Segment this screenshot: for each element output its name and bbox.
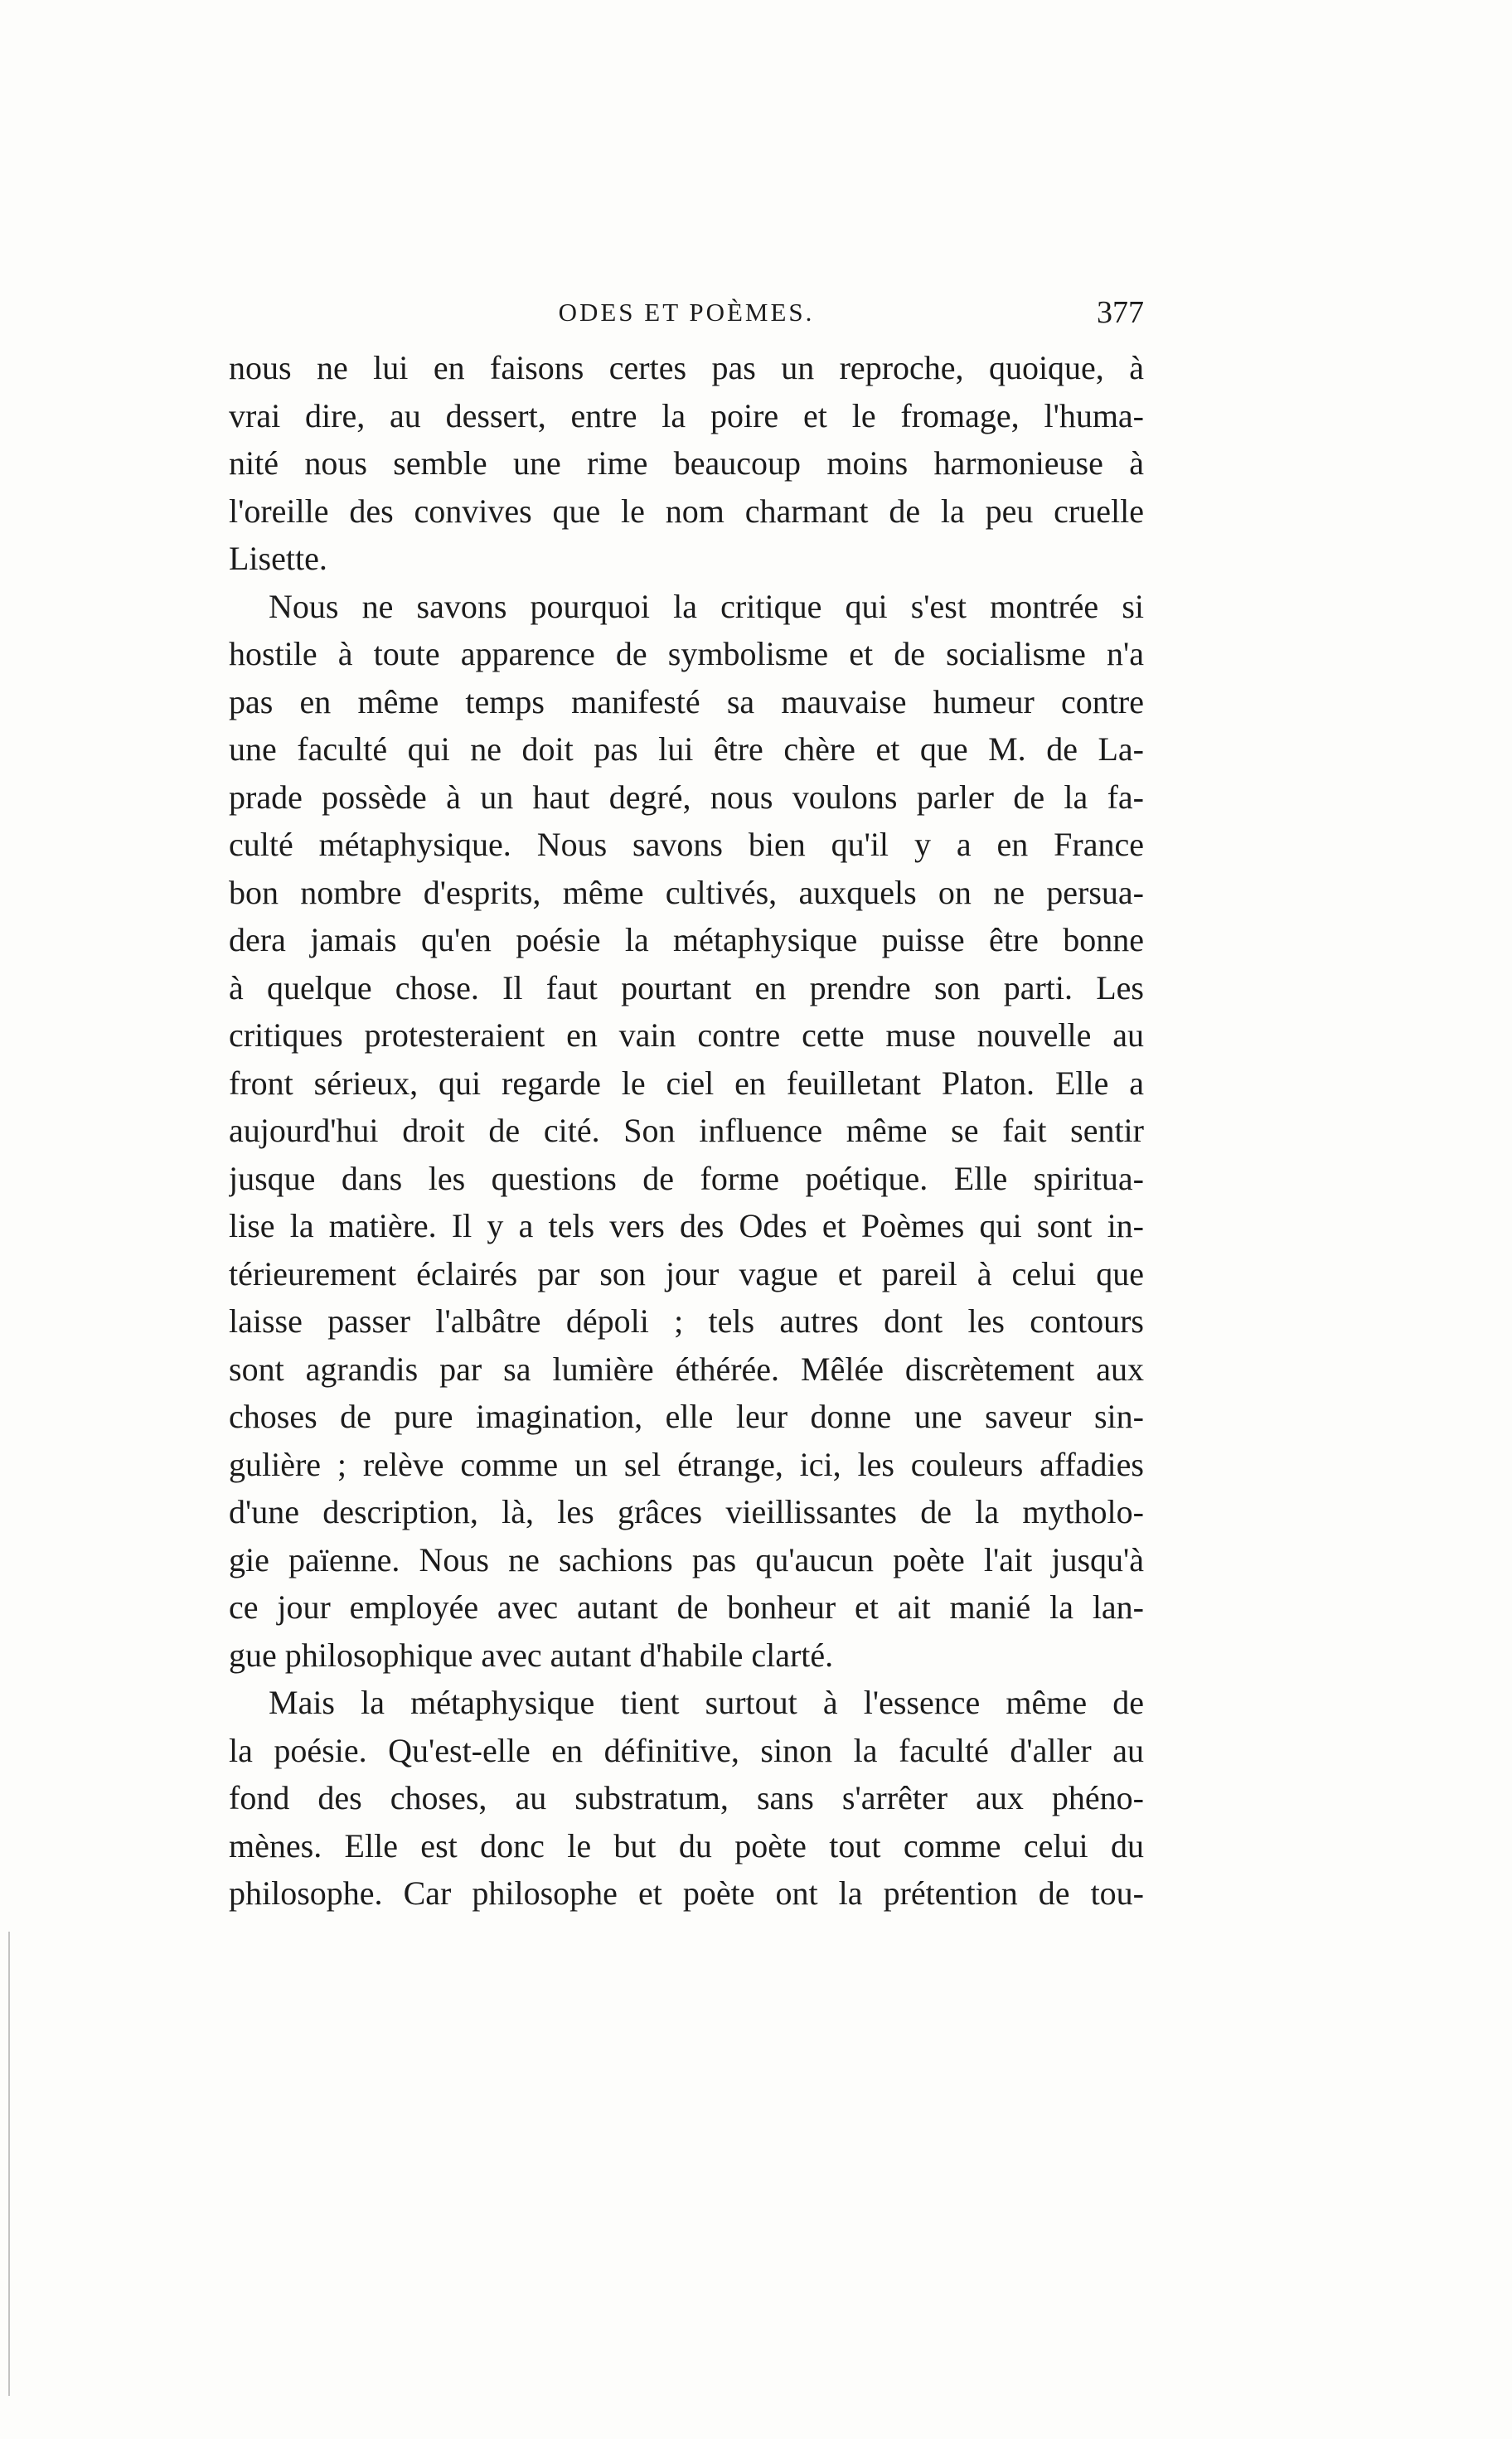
text-line: ce jour employée avec autant de bonheur et ait manié la lan- — [229, 1588, 1144, 1626]
text-line: front sérieux, qui regarde le ciel en feuilletant Platon. Elle a — [229, 1064, 1144, 1102]
text-line: aujourd'hui droit de cité. Son influence même se fait sentir — [229, 1112, 1144, 1149]
running-head — [229, 292, 1144, 333]
scan-margin-mark — [8, 1932, 10, 2396]
text-line: pas en même temps manifesté sa mauvaise humeur contre — [229, 682, 1144, 720]
text-line: la poésie. Qu'est-elle en définitive, sinon la faculté d'aller au — [229, 1731, 1144, 1769]
text-line: nous ne lui en faisons certes pas un reproche, quoique, à — [229, 349, 1144, 386]
text-line: vrai dire, au dessert, entre la poire et le fromage, l'huma- — [229, 396, 1144, 434]
text-line: culté métaphysique. Nous savons bien qu'il y a en France — [229, 826, 1144, 863]
text-line: gulière ; relève comme un sel étrange, ici, les couleurs affadies — [229, 1445, 1144, 1483]
text-line: lise la matière. Il y a tels vers des Odes et Poèmes qui sont in- — [229, 1207, 1144, 1244]
text-line: critiques protesteraient en vain contre cette muse nouvelle au — [229, 1016, 1144, 1054]
text-line: Lisette. — [229, 540, 327, 577]
running-title: ODES ET POÈMES. — [558, 298, 815, 327]
text-body — [229, 344, 1144, 1918]
text-line: une faculté qui ne doit pas lui être chère et que M. de La- — [229, 730, 1144, 768]
text-line: dera jamais qu'en poésie la métaphysique puisse être bonne — [229, 921, 1144, 958]
text-line: prade possède à un haut degré, nous voulons parler de la fa- — [229, 778, 1144, 816]
text-line: philosophe. Car philosophe et poète ont la prétention de tou- — [229, 1874, 1144, 1912]
text-line: à quelque chose. Il faut pourtant en prendre son parti. Les — [229, 968, 1144, 1006]
text-line: sont agrandis par sa lumière éthérée. Mêlée discrètement aux — [229, 1350, 1144, 1388]
page-number: 377 — [1097, 295, 1144, 330]
text-line: fond des choses, au substratum, sans s'arrêter aux phéno- — [229, 1779, 1144, 1816]
text-line: nité nous semble une rime beaucoup moins harmonieuse à — [229, 444, 1144, 482]
text-line: Mais la métaphysique tient surtout à l'essence même de — [269, 1684, 1144, 1721]
text-line: gie païenne. Nous ne sachions pas qu'aucun poète l'ait jusqu'à — [229, 1540, 1144, 1578]
text-line: choses de pure imagination, elle leur donne une saveur sin- — [229, 1398, 1144, 1435]
text-line: mènes. Elle est donc le but du poète tout comme celui du — [229, 1826, 1144, 1864]
text-line: hostile à toute apparence de symbolisme et de socialisme n'a — [229, 635, 1144, 672]
text-line: jusque dans les questions de forme poétique. Elle spiritua- — [229, 1159, 1144, 1197]
text-line: térieurement éclairés par son jour vague et pareil à celui que — [229, 1254, 1144, 1292]
text-line: d'une description, là, les grâces vieillissantes de la mytholo- — [229, 1493, 1144, 1530]
text-line: l'oreille des convives que le nom charmant de la peu cruelle — [229, 492, 1144, 530]
text-line: gue philosophique avec autant d'habile clarté. — [229, 1636, 834, 1674]
text-line: laisse passer l'albâtre dépoli ; tels autres dont les contours — [229, 1302, 1144, 1340]
text-line: Nous ne savons pourquoi la critique qui s'est montrée si — [269, 587, 1144, 625]
text-line: bon nombre d'esprits, même cultivés, auxquels on ne persua- — [229, 873, 1144, 911]
